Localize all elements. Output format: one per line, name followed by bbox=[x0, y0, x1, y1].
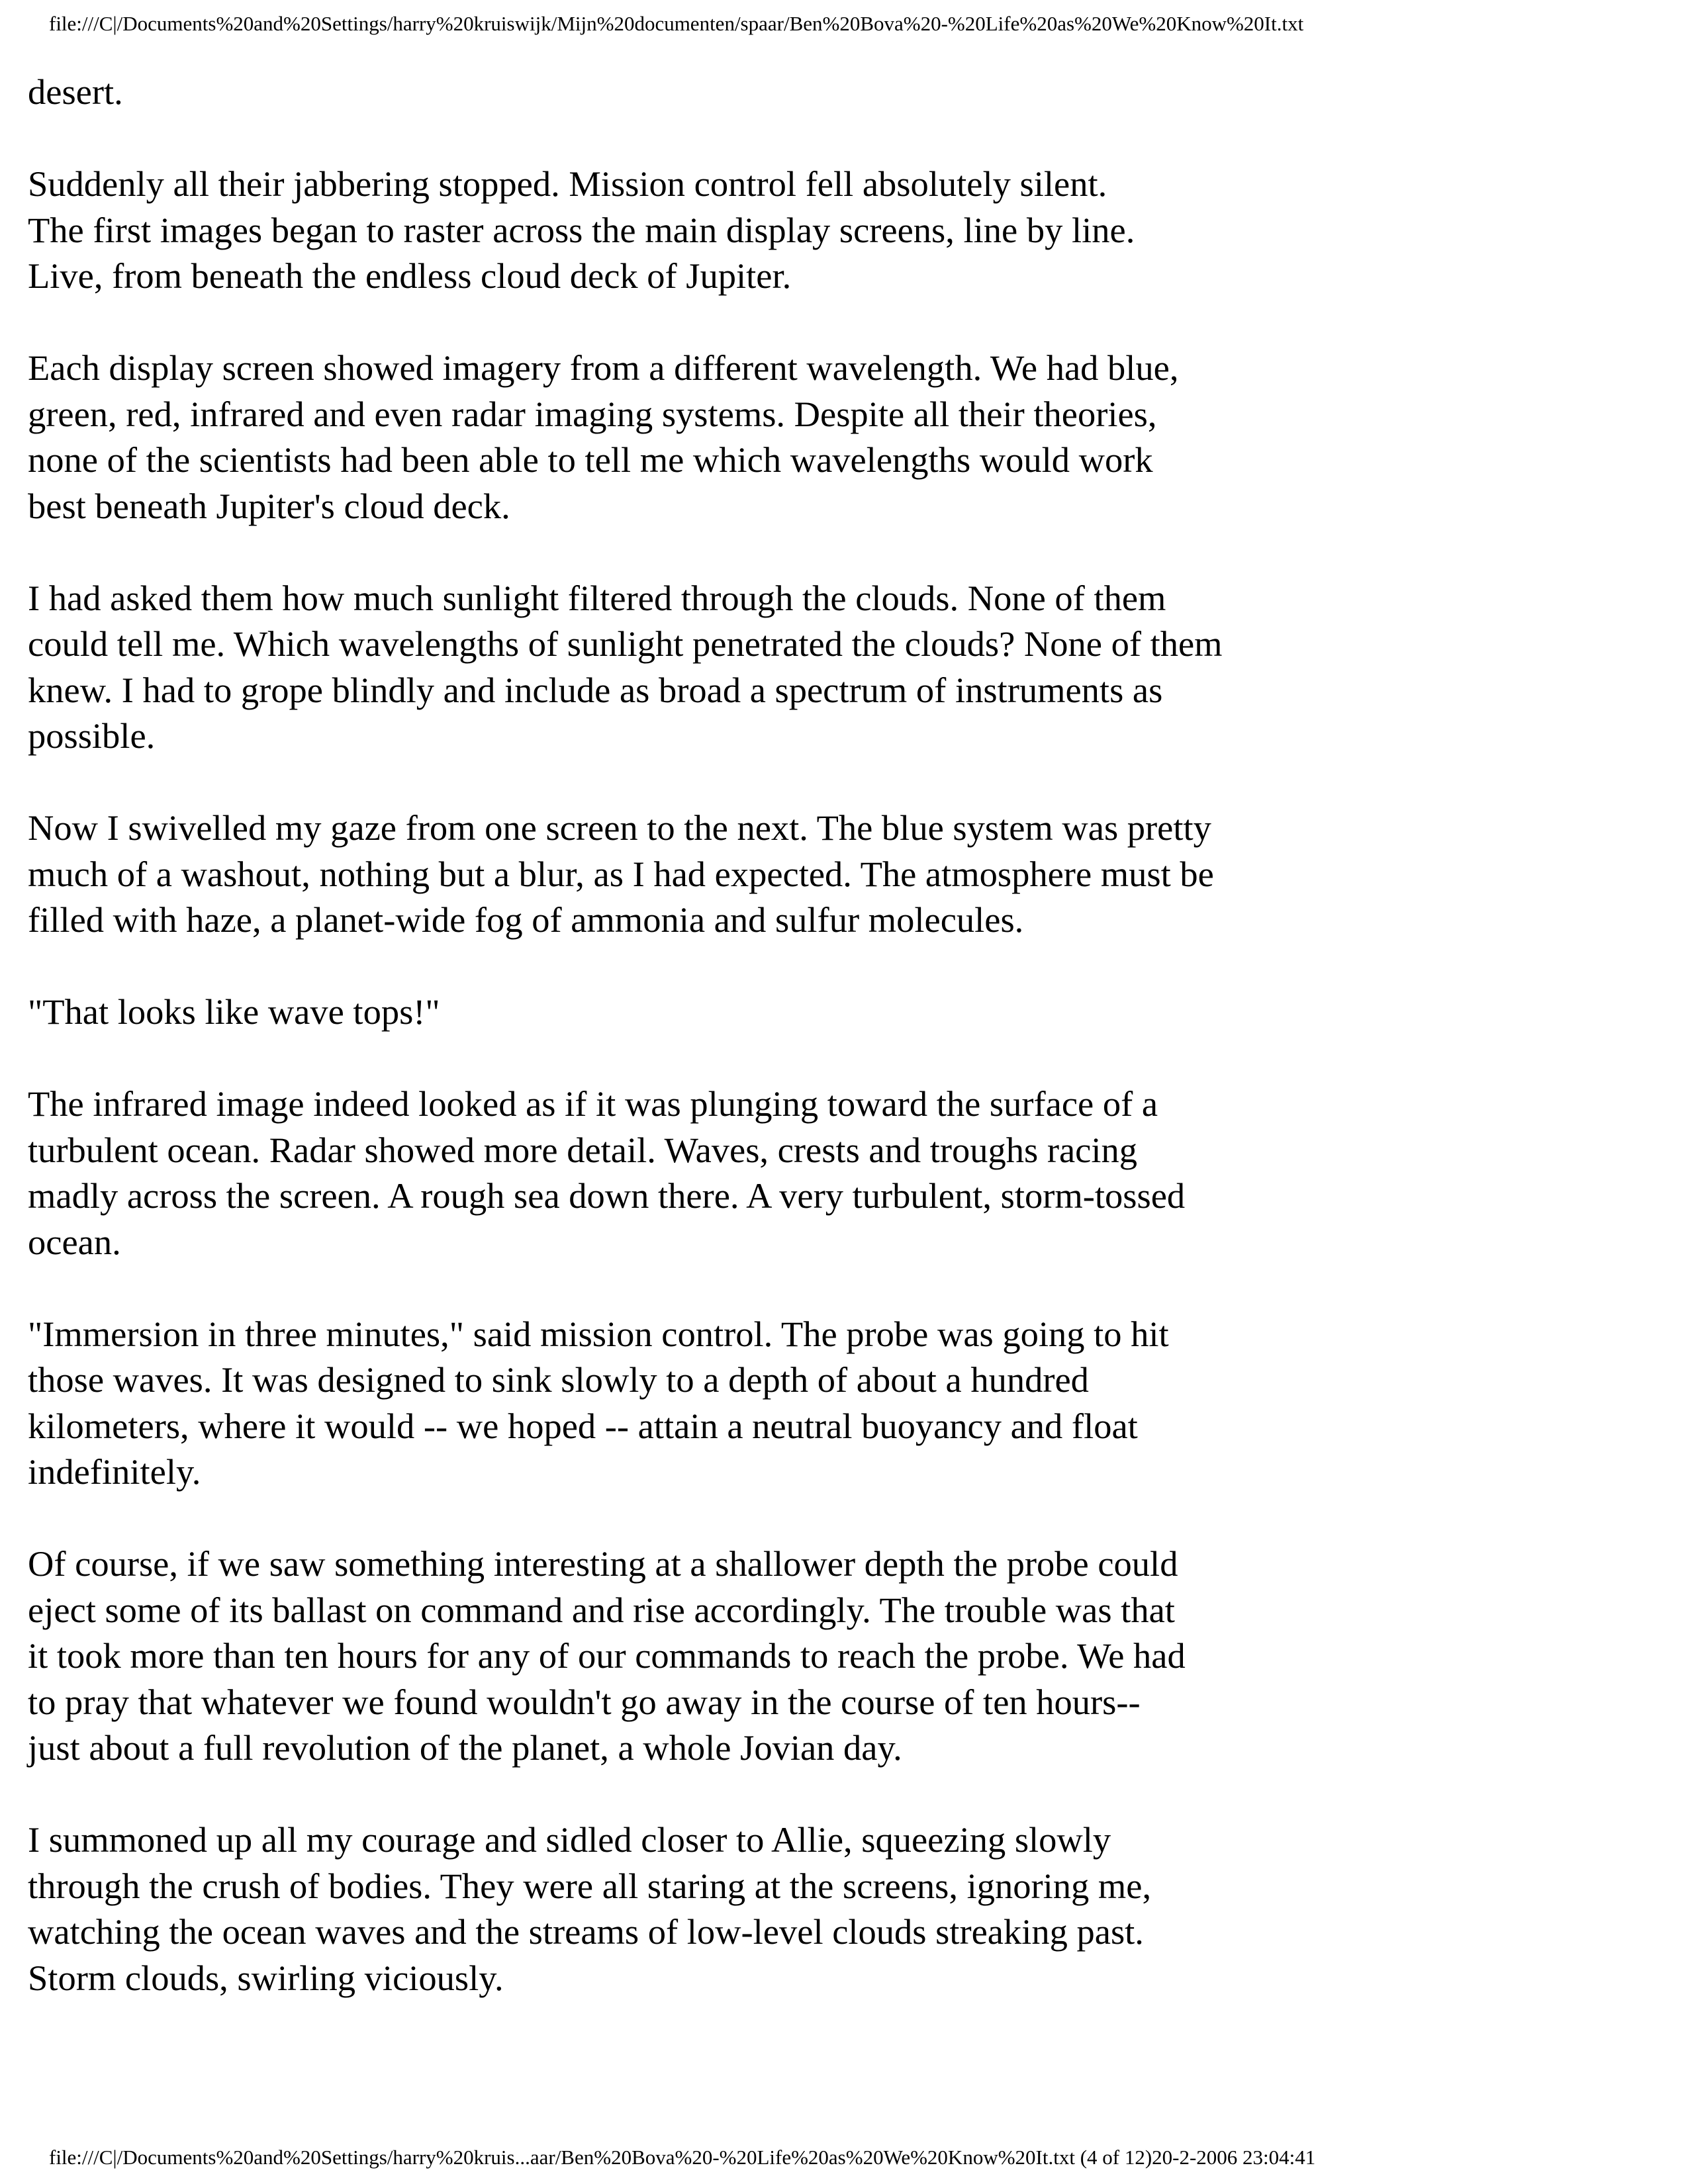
text-line: turbulent ocean. Radar showed more detail. Waves, crests and troughs racing bbox=[28, 1129, 1138, 1170]
paragraph bbox=[28, 161, 1352, 299]
text-line: kilometers, where it would -- we hoped -- attain a neutral buoyancy and float bbox=[28, 1405, 1138, 1446]
text-line: madly across the screen. A rough sea down there. A very turbulent, storm-tossed bbox=[28, 1175, 1186, 1216]
text-line: Each display screen showed imagery from a different wavelength. We had blue, bbox=[28, 347, 1179, 388]
text-line: ocean. bbox=[28, 1221, 121, 1262]
text-line: Storm clouds, swirling viciously. bbox=[28, 1957, 504, 1998]
text-line: Suddenly all their jabbering stopped. Mission control fell absolutely silent. bbox=[28, 163, 1107, 204]
paragraph bbox=[28, 575, 1352, 759]
text-line: The first images began to raster across the main display screens, line by line. bbox=[28, 209, 1135, 250]
text-line: could tell me. Which wavelengths of sunlight penetrated the clouds? None of them bbox=[28, 623, 1223, 664]
text-line: none of the scientists had been able to tell me which wavelengths would work bbox=[28, 439, 1153, 480]
paragraph bbox=[28, 1081, 1352, 1265]
text-line: desert. bbox=[28, 71, 123, 112]
paragraph bbox=[28, 69, 1352, 115]
text-line: Of course, if we saw something interesting at a shallower depth the probe could bbox=[28, 1543, 1178, 1584]
text-line: indefinitely. bbox=[28, 1451, 201, 1492]
text-line: best beneath Jupiter's cloud deck. bbox=[28, 485, 510, 526]
text-line: I summoned up all my courage and sidled closer to Allie, squeezing slowly bbox=[28, 1819, 1111, 1860]
text-line: watching the ocean waves and the streams of low-level clouds streaking past. bbox=[28, 1911, 1144, 1952]
print-footer: file:///C|/Documents%20and%20Settings/harry%20kruis...aar/Ben%20Bova%20-%20Life%20as%20We%20Know%20It.txt (4 of 12)20-2-2006 23:04:41 bbox=[49, 2146, 1316, 2169]
text-line: eject some of its ballast on command and rise accordingly. The trouble was that bbox=[28, 1589, 1175, 1630]
text-line: The infrared image indeed looked as if it was plunging toward the surface of a bbox=[28, 1083, 1158, 1124]
text-line: Live, from beneath the endless cloud deck of Jupiter. bbox=[28, 255, 792, 296]
paragraph bbox=[28, 1541, 1352, 1771]
text-line: much of a washout, nothing but a blur, as I had expected. The atmosphere must be bbox=[28, 853, 1214, 894]
text-line: it took more than ten hours for any of our commands to reach the probe. We had bbox=[28, 1635, 1186, 1676]
file-path-header: file:///C|/Documents%20and%20Settings/harry%20kruiswijk/Mijn%20documenten/spaar/Ben%20Bova%20-%20Life%20as%20We%20Know%20It.txt bbox=[49, 12, 1304, 35]
text-line: to pray that whatever we found wouldn't go away in the course of ten hours-- bbox=[28, 1681, 1141, 1722]
text-line: green, red, infrared and even radar imaging systems. Despite all their theories, bbox=[28, 393, 1157, 434]
paragraph bbox=[28, 1311, 1352, 1495]
document-body bbox=[28, 69, 1352, 2047]
text-line: filled with haze, a planet-wide fog of ammonia and sulfur molecules. bbox=[28, 899, 1024, 940]
text-line: through the crush of bodies. They were all staring at the screens, ignoring me, bbox=[28, 1865, 1152, 1906]
text-line: those waves. It was designed to sink slowly to a depth of about a hundred bbox=[28, 1359, 1089, 1400]
text-line: Now I swivelled my gaze from one screen to the next. The blue system was pretty bbox=[28, 807, 1211, 848]
text-line: I had asked them how much sunlight filtered through the clouds. None of them bbox=[28, 577, 1166, 618]
text-line: possible. bbox=[28, 715, 156, 756]
text-line: knew. I had to grope blindly and include as broad a spectrum of instruments as bbox=[28, 669, 1163, 710]
paragraph bbox=[28, 1817, 1352, 2001]
paragraph bbox=[28, 345, 1352, 529]
paragraph bbox=[28, 989, 1352, 1035]
text-line: just about a full revolution of the planet, a whole Jovian day. bbox=[28, 1727, 902, 1768]
paragraph bbox=[28, 805, 1352, 943]
text-line: "That looks like wave tops!" bbox=[28, 991, 440, 1032]
text-line: "Immersion in three minutes," said mission control. The probe was going to hit bbox=[28, 1313, 1169, 1354]
